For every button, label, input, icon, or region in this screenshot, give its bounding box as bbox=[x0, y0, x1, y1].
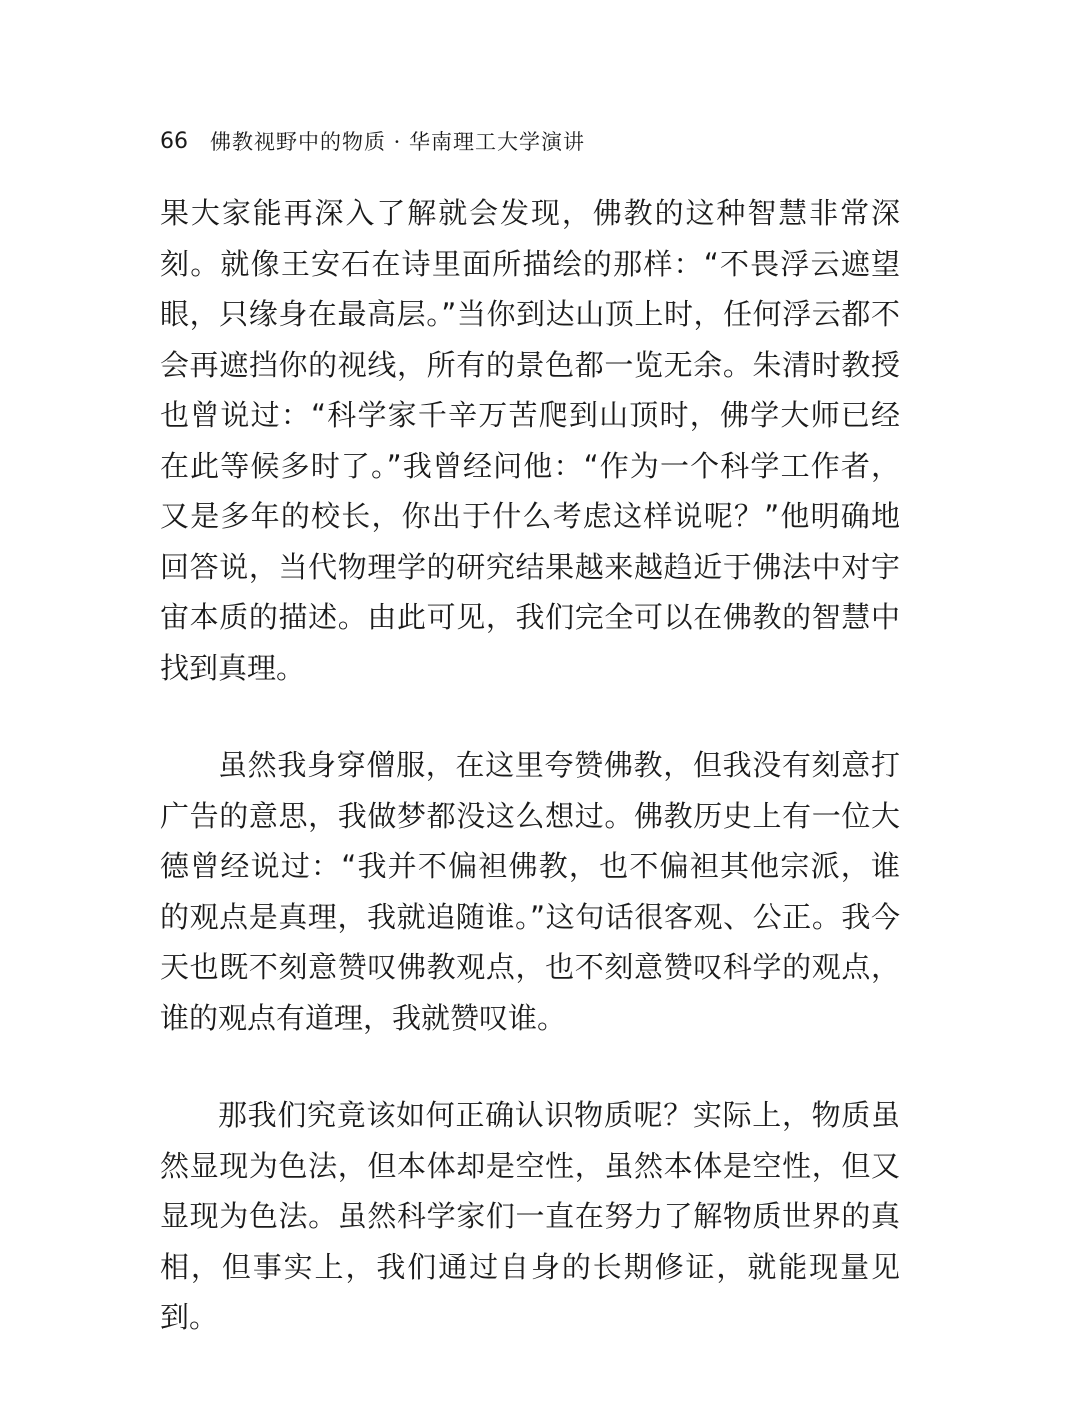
running-header bbox=[160, 124, 585, 158]
paragraph: 虽然我身穿僧服，在这里夸赞佛教，但我没有刻意打广告的意思，我做梦都没这么想过。佛教历史上有一位大德曾经说过：“我并不偏袒佛教，也不偏袒其他宗派，谁的观点是真理，我就追随谁。”这句话很客观、公正。我今天也既不刻意赞叹佛教观点，也不刻意赞叹科学的观点，谁的观点有道理，我就赞叹谁。 bbox=[160, 748, 900, 1035]
book-title: 佛教视野中的物质 · 华南理工大学演讲 bbox=[210, 130, 586, 154]
body-text bbox=[160, 188, 900, 1343]
paragraph: 那我们究竟该如何正确认识物质呢？实际上，物质虽然显现为色法，但本体却是空性，虽然本体是空性，但又显现为色法。虽然科学家们一直在努力了解物质世界的真相，但事实上，我们通过自身的长期修证，就能现量见到。 bbox=[160, 1098, 900, 1334]
paragraph-continued: 果大家能再深入了解就会发现，佛教的这种智慧非常深刻。就像王安石在诗里面所描绘的那样：“不畏浮云遮望眼，只缘身在最高层。”当你到达山顶上时，任何浮云都不会再遮挡你的视线，所有的景色都一览无余。朱清时教授也曾说过：“科学家千辛万苦爬到山顶时，佛学大师已经在此等候多时了。”我曾经问他：“作为一个科学工作者，又是多年的校长，你出于什么考虑这样说呢？”他明确地回答说，当代物理学的研究结果越来越趋近于佛法中对宇宙本质的描述。由此可见，我们完全可以在佛教的智慧中找到真理。 bbox=[160, 196, 900, 685]
page-number: 66 bbox=[160, 128, 188, 154]
